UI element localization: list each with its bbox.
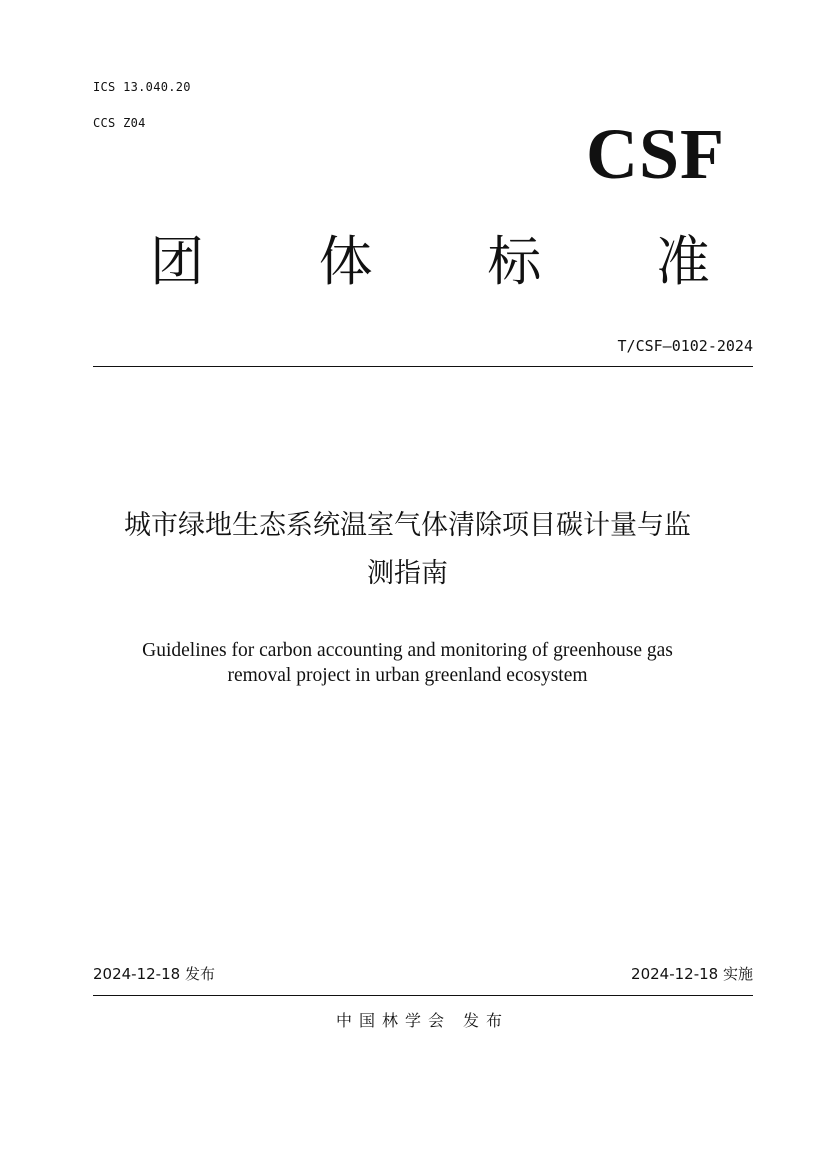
- header-divider: [93, 366, 753, 367]
- standard-type-char: 准: [655, 230, 710, 293]
- standard-code: T/CSF—0102-2024: [617, 337, 753, 355]
- standard-type-char: 体: [318, 230, 373, 293]
- chinese-title: [60, 502, 755, 598]
- standard-type-char: 团: [150, 230, 204, 293]
- csf-logo: CSF: [585, 114, 725, 194]
- footer-divider: [93, 995, 753, 996]
- publisher: 中国林学会 发布: [335, 1011, 510, 1030]
- english-title-line: removal project in urban greenland ecosystem: [227, 665, 588, 686]
- english-title-line: Guidelines for carbon accounting and monitoring of greenhouse gas: [142, 640, 673, 661]
- ccs-code: CCS Z04: [93, 116, 146, 130]
- standard-type-char: 标: [487, 230, 542, 293]
- issue-date: 2024-12-18 发布: [93, 965, 215, 983]
- implementation-date: 2024-12-18 实施: [631, 965, 753, 983]
- ics-code: ICS 13.040.20: [93, 80, 191, 94]
- chinese-title-line: 测指南: [367, 558, 448, 589]
- chinese-title-line: 城市绿地生态系统温室气体清除项目碳计量与监: [124, 510, 691, 541]
- standard-type-heading: [150, 232, 710, 291]
- english-title: [80, 638, 735, 688]
